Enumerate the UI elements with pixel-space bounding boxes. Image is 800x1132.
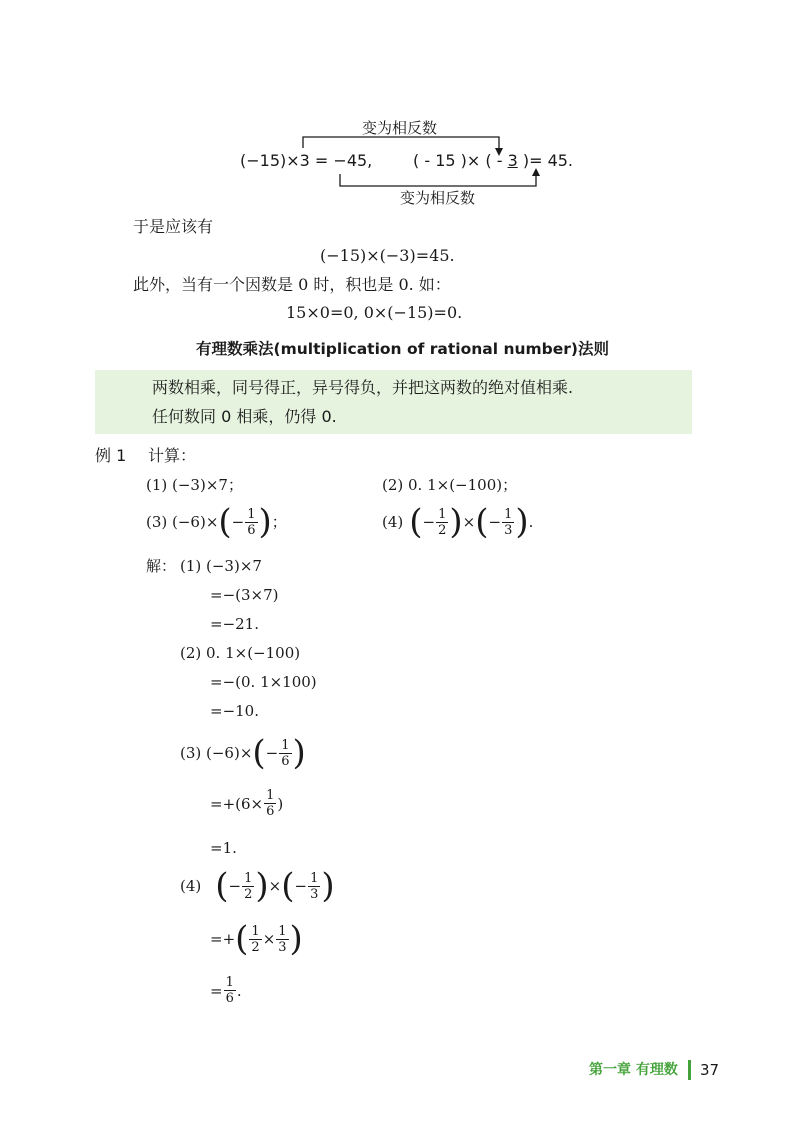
equation-1: (−15)×(−3)=45.	[320, 246, 455, 265]
fraction-1-3: $\frac{1}{3}$	[504, 506, 513, 538]
solution-4-line-3: = $\frac{1}{6}$ .	[210, 975, 242, 1006]
solution-2-line-1: (2) 0. 1×(−100)	[180, 644, 301, 662]
diagram-arrows	[0, 0, 800, 220]
diagram-bottom-label: 变为相反数	[400, 189, 476, 207]
solution-2-line-3: =−10.	[210, 702, 259, 720]
bottom-arrow-line	[340, 174, 536, 186]
solution-3-line-1: (3) (−6)× ( − $\frac{1}{6}$ )	[180, 733, 306, 773]
question-1: (1) (−3)×7；	[146, 476, 243, 494]
solution-1-line-1: (1) (−3)×7	[180, 557, 262, 575]
fraction-1-2: $\frac{1}{2}$	[438, 506, 447, 538]
diagram-right-expression: ( - 15 )× ( - 3 )= 45.	[413, 151, 574, 170]
solution-1-line-3: =−21.	[210, 615, 259, 633]
question-4: (4) ( − $\frac{1}{2}$ ) × ( − $\frac{1}{3}$ ) .	[382, 502, 534, 542]
example-label: 例 1	[95, 446, 127, 465]
solution-4-line-2: =+ ( $\frac{1}{2}$ × $\frac{1}{3}$ )	[210, 919, 303, 959]
rule-line-2: 任何数同 0 相乘，仍得 0.	[152, 407, 337, 426]
solution-3-line-3: =1.	[210, 839, 237, 857]
top-arrow-line	[303, 137, 499, 150]
solution-1-line-2: =−(3×7)	[210, 586, 279, 604]
rule-box	[95, 370, 692, 434]
diagram-left-expression: (−15)×3 = −45,	[240, 151, 373, 170]
fraction-1-6: $\frac{1}{6}$	[247, 506, 256, 538]
diagram-top-label: 变为相反数	[362, 119, 438, 137]
solution-2-line-2: =−(0. 1×100)	[210, 673, 317, 691]
solution-3-line-2: =+(6× $\frac{1}{6}$ )	[210, 788, 284, 819]
footer-separator	[688, 1060, 691, 1080]
rule-title: 有理数乘法(multiplication of rational number)法则	[196, 340, 609, 358]
rule-line-1: 两数相乘，同号得正，异号得负，并把这两数的绝对值相乘.	[152, 378, 574, 397]
example-prompt: 计算：	[148, 446, 197, 465]
solution-label: 解：	[146, 557, 177, 575]
text-besides: 此外，当有一个因数是 0 时，积也是 0. 如：	[133, 275, 451, 294]
question-2: (2) 0. 1×(−100)；	[382, 476, 518, 494]
footer-chapter: 第一章 有理数	[589, 1062, 678, 1078]
text-therefore: 于是应该有	[133, 217, 214, 236]
solution-4-line-1: (4) ( − $\frac{1}{2}$ ) × ( − $\frac{1}{3}$ )	[180, 866, 335, 906]
page-number: 37	[700, 1061, 720, 1079]
question-3: (3) (−6)× ( − $\frac{1}{6}$ ) ；	[146, 502, 287, 542]
equation-2: 15×0=0, 0×(−15)=0.	[286, 303, 463, 322]
